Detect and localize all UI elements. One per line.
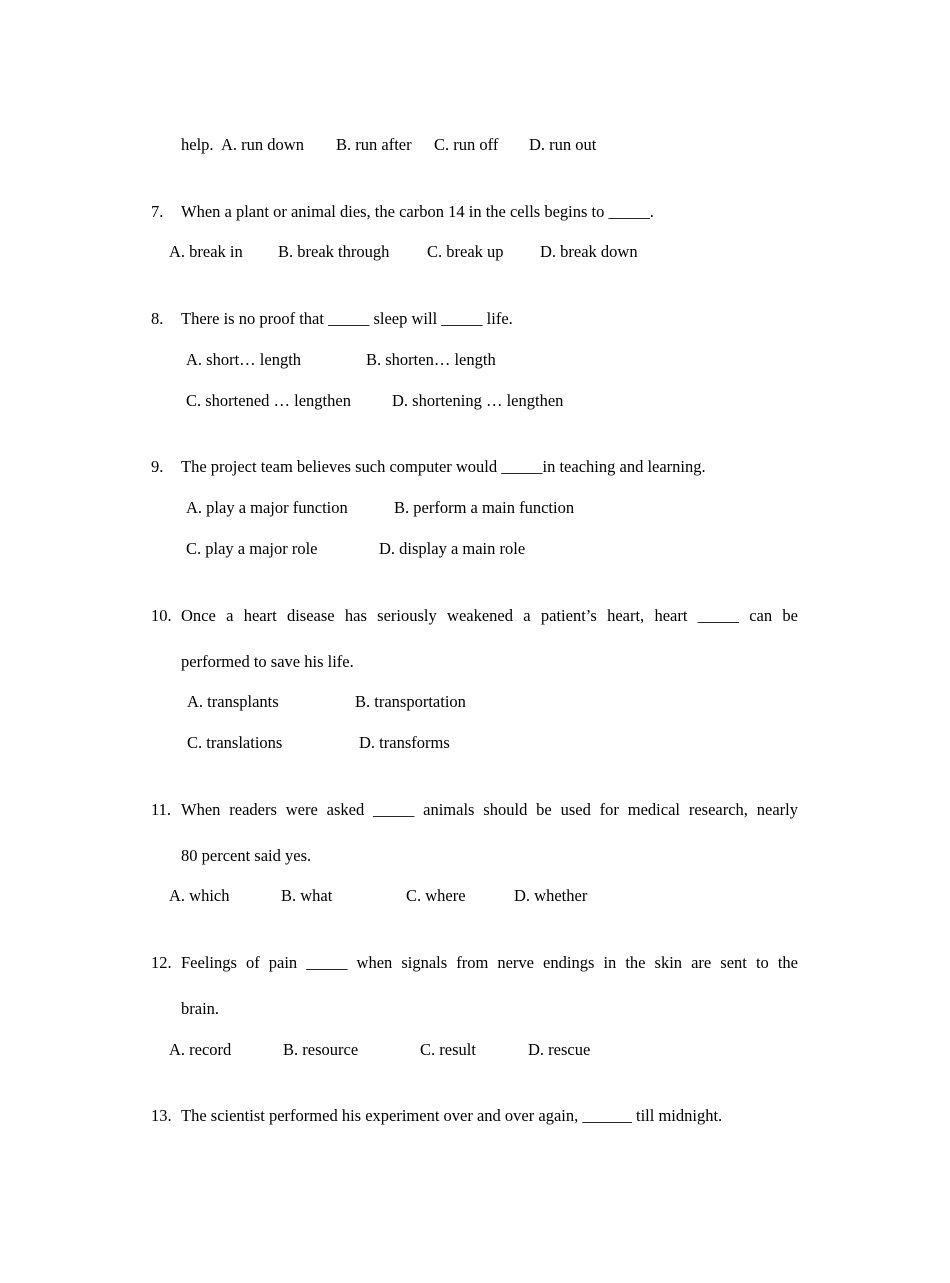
question-stem-continued: 80 percent said yes.: [181, 846, 312, 865]
question-number: 9.: [151, 457, 164, 476]
option-10b: B. transportation: [355, 692, 466, 711]
option-10d: D. transforms: [359, 733, 450, 752]
option-8c: C. shortened … lengthen: [186, 391, 351, 410]
option-6d: D. run out: [529, 135, 597, 154]
question-number: 7.: [151, 202, 164, 221]
question-stem: There is no proof that _____ sleep will _____ life.: [181, 309, 513, 328]
question-stem-continued: performed to save his life.: [181, 652, 354, 671]
option-11d: D. whether: [514, 886, 588, 905]
option-12d: D. rescue: [528, 1040, 591, 1059]
question-stem: When readers were asked _____ animals should be used for medical research, nearly: [181, 800, 798, 819]
option-6c: C. run off: [434, 135, 499, 154]
question-number: 10.: [151, 606, 172, 625]
option-8b: B. shorten… length: [366, 350, 496, 369]
option-7c: C. break up: [427, 242, 504, 261]
question-stem-continued: brain.: [181, 999, 220, 1018]
option-7d: D. break down: [540, 242, 638, 261]
option-10a: A. transplants: [187, 692, 279, 711]
option-11a: A. which: [169, 886, 230, 905]
option-11c: C. where: [406, 886, 466, 905]
option-12a: A. record: [169, 1040, 232, 1059]
question-stem: The project team believes such computer would _____in teaching and learning.: [181, 457, 706, 476]
option-9a: A. play a major function: [186, 498, 348, 517]
question-number: 11.: [151, 800, 172, 819]
question-number: 8.: [151, 309, 164, 328]
option-11b: B. what: [281, 886, 333, 905]
option-10c: C. translations: [187, 733, 283, 752]
option-6b: B. run after: [336, 135, 412, 154]
option-6a: A. run down: [221, 135, 304, 154]
option-8a: A. short… length: [186, 350, 302, 369]
option-9c: C. play a major role: [186, 539, 318, 558]
question-stem: When a plant or animal dies, the carbon 14 in the cells begins to _____.: [181, 202, 654, 221]
option-7b: B. break through: [278, 242, 390, 261]
question-stem: Feelings of pain _____ when signals from nerve endings in the skin are sent to the: [181, 953, 798, 972]
question-number: 12.: [151, 953, 172, 972]
question-stem: The scientist performed his experiment over and over again, ______ till midnight.: [181, 1106, 723, 1125]
option-9b: B. perform a main function: [394, 498, 575, 517]
question-stem: Once a heart disease has seriously weakened a patient’s heart, heart _____ can be: [181, 606, 798, 625]
option-8d: D. shortening … lengthen: [392, 391, 564, 410]
option-9d: D. display a main role: [379, 539, 526, 558]
option-12b: B. resource: [283, 1040, 359, 1059]
question-number: 13.: [151, 1106, 172, 1125]
question-6-stem-end: help.: [181, 135, 214, 154]
option-12c: C. result: [420, 1040, 476, 1059]
option-7a: A. break in: [169, 242, 243, 261]
